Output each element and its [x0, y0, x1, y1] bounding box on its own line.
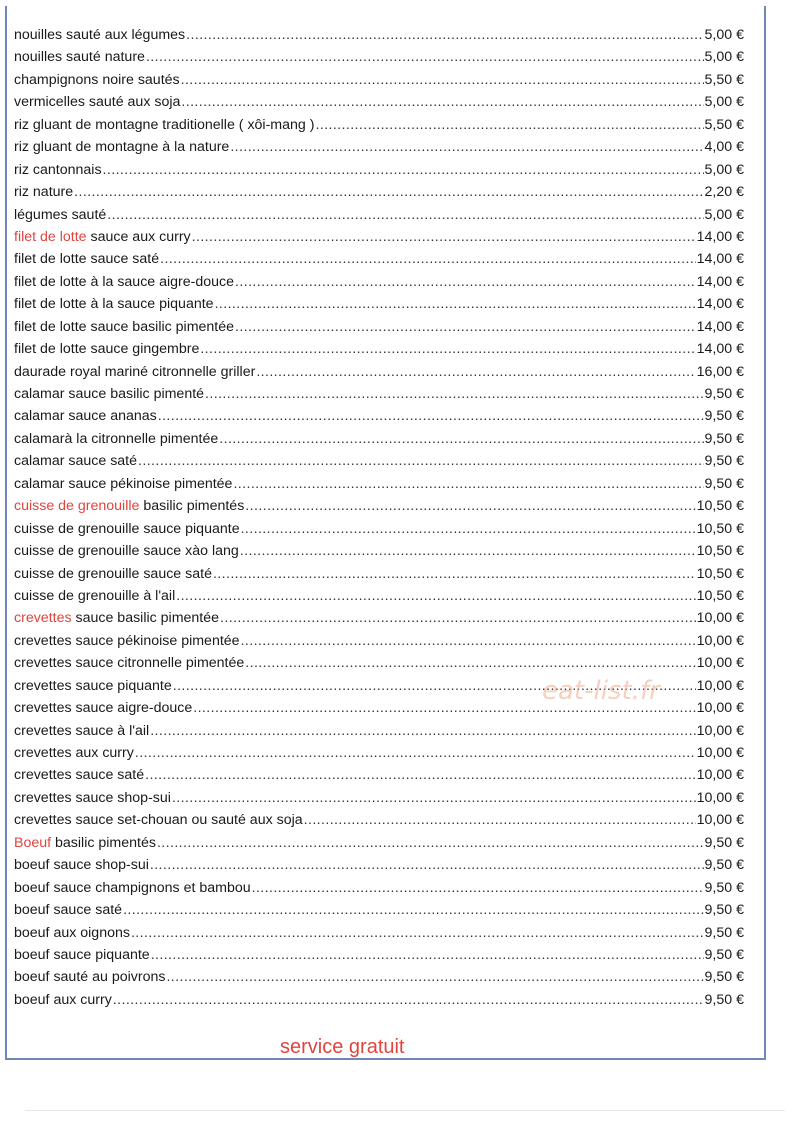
menu-item-name — [14, 428, 218, 450]
menu-item-price: 9,50 € — [704, 991, 744, 1008]
dot-leader — [205, 383, 704, 405]
menu-item-name — [14, 24, 185, 46]
dot-leader — [230, 136, 703, 158]
menu-item-name-text: légumes sauté — [14, 206, 107, 223]
menu-item — [14, 114, 744, 136]
dot-leader — [241, 518, 696, 540]
menu-item-price: 10,00 € — [696, 632, 744, 649]
menu-item-price: 16,00 € — [696, 363, 744, 380]
menu-item-price: 14,00 € — [696, 251, 744, 268]
menu-item-name-text: boeuf aux curry — [14, 991, 112, 1008]
menu-item — [14, 607, 744, 629]
menu-item-name — [14, 697, 192, 719]
menu-item-price: 5,00 € — [704, 27, 744, 43]
menu-item-price: 9,50 € — [704, 969, 744, 986]
menu-item-price: 14,00 € — [696, 228, 744, 245]
dot-leader — [186, 24, 703, 46]
menu-item-name-text: crevettes sauce saté — [14, 767, 145, 784]
menu-item-name-text: filet de lotte sauce basilic pimentée — [14, 318, 235, 335]
menu-item-name — [14, 809, 303, 831]
menu-item-name-text: cuisse de grenouille sauce saté — [14, 565, 212, 582]
dot-leader — [220, 607, 696, 629]
dot-leader — [193, 697, 695, 719]
menu-item-name-text: crevettes sauce à l'ail — [14, 722, 150, 739]
menu-item-name-text: crevettes sauce aigre-douce — [14, 700, 193, 717]
menu-item-price: 9,50 € — [704, 924, 744, 941]
menu-item — [14, 742, 744, 764]
dot-leader — [235, 271, 696, 293]
menu-item-name — [14, 764, 144, 786]
dot-leader — [213, 563, 696, 585]
menu-item-name — [14, 989, 112, 1011]
menu-item-name-text: filet de lotte sauce saté — [14, 251, 160, 268]
menu-item-name-text: nouilles sauté nature — [14, 49, 145, 66]
menu-item-name — [14, 159, 102, 181]
menu-item-price: 9,50 € — [704, 902, 744, 919]
menu-item-price: 10,00 € — [696, 767, 744, 784]
menu-item-name-text: cuisse de grenouille sauce xào lang — [14, 543, 239, 560]
menu-item-name — [14, 114, 314, 136]
menu-item — [14, 428, 744, 450]
menu-list — [14, 24, 744, 1011]
menu-item-name-text: crevettes sauce set-chouan ou sauté aux soja — [14, 812, 303, 829]
menu-item — [14, 473, 744, 495]
menu-item — [14, 787, 744, 809]
menu-item-price: 10,00 € — [696, 812, 744, 829]
menu-item-name-text: crevettes sauce piquante — [14, 677, 172, 694]
menu-item — [14, 69, 744, 91]
dot-leader — [150, 720, 695, 742]
menu-item-price: 10,00 € — [696, 655, 744, 672]
menu-item — [14, 944, 744, 966]
menu-item-name — [14, 877, 251, 899]
menu-item-price: 9,50 € — [704, 408, 744, 425]
menu-item-name-text: basilic pimentés — [51, 834, 156, 851]
menu-item-name — [14, 248, 159, 270]
menu-item-price: 9,50 € — [704, 857, 744, 874]
menu-item-name-text: riz gluant de montagne traditionelle ( xôi-mang ) — [14, 116, 315, 133]
menu-item-price: 5,00 € — [704, 49, 744, 66]
menu-item-price: 10,50 € — [696, 543, 744, 560]
dot-leader — [150, 854, 704, 876]
menu-item — [14, 720, 744, 742]
menu-item-name — [14, 944, 150, 966]
menu-item-name — [14, 405, 157, 427]
dot-leader — [192, 226, 696, 248]
menu-item — [14, 226, 744, 248]
menu-item-name — [14, 585, 175, 607]
menu-item-name — [14, 630, 240, 652]
menu-item-name — [14, 271, 234, 293]
dot-leader — [245, 495, 695, 517]
dot-leader — [145, 764, 696, 786]
menu-item — [14, 24, 744, 46]
menu-item-name — [14, 91, 180, 113]
menu-item-name — [14, 787, 171, 809]
menu-item — [14, 405, 744, 427]
menu-item-name — [14, 652, 244, 674]
dot-leader — [107, 204, 703, 226]
menu-item-price: 10,00 € — [696, 722, 744, 739]
menu-item-price: 4,00 € — [704, 139, 744, 156]
menu-item — [14, 46, 744, 68]
menu-item-price: 9,50 € — [704, 879, 744, 896]
menu-item-name — [14, 854, 149, 876]
menu-item — [14, 832, 744, 854]
menu-item-name-text: riz gluant de montagne à la nature — [14, 139, 230, 156]
menu-item-name-text: crevettes sauce pékinoise pimentée — [14, 632, 240, 649]
menu-item-name-text: crevettes aux curry — [14, 745, 134, 761]
menu-item — [14, 697, 744, 719]
menu-item-price: 14,00 € — [696, 318, 744, 335]
menu-item-price: 10,00 € — [696, 610, 744, 627]
menu-item-name-text: riz cantonnais — [14, 161, 102, 178]
menu-item — [14, 899, 744, 921]
dot-leader — [304, 809, 696, 831]
menu-item-name-text: cuisse de grenouille sauce piquante — [14, 520, 240, 537]
menu-item-name — [14, 316, 234, 338]
menu-item-category-highlight: Boeuf — [14, 834, 52, 851]
menu-item-name — [14, 136, 229, 158]
menu-item-name — [14, 563, 212, 585]
menu-item-price: 9,50 € — [704, 453, 744, 470]
menu-item — [14, 91, 744, 113]
menu-item — [14, 518, 744, 540]
menu-item — [14, 316, 744, 338]
menu-item-name-text: filet de lotte à la sauce piquante — [14, 296, 214, 313]
menu-item-name — [14, 69, 180, 91]
dot-leader — [233, 473, 703, 495]
menu-item-name-text: filet de lotte à la sauce aigre-douce — [14, 273, 235, 290]
bottom-divider — [25, 1110, 785, 1111]
dot-leader — [235, 316, 696, 338]
menu-item-name-text: boeuf aux oignons — [14, 924, 130, 941]
dot-leader — [245, 652, 695, 674]
menu-item-price: 9,50 € — [704, 386, 744, 402]
menu-item-name — [14, 473, 232, 495]
menu-item-name — [14, 607, 219, 629]
menu-item-price: 10,50 € — [696, 565, 744, 582]
menu-item-name-text: calamar sauce saté — [14, 453, 138, 470]
menu-item-price: 10,00 € — [696, 700, 744, 717]
menu-item-name-text: boeuf sauce piquante — [14, 946, 150, 963]
dot-leader — [74, 181, 703, 203]
dot-leader — [113, 989, 704, 1011]
dot-leader — [123, 899, 703, 921]
watermark: eat-list.fr — [542, 676, 660, 706]
menu-item-name — [14, 720, 149, 742]
menu-item-name-text: calamarà la citronnelle pimentée — [14, 430, 219, 447]
menu-item-name — [14, 742, 134, 764]
dot-leader — [135, 742, 696, 764]
dot-leader — [219, 428, 703, 450]
menu-item-name — [14, 450, 137, 472]
menu-item-name-text: daurade royal mariné citronnelle griller — [14, 363, 256, 380]
menu-item — [14, 338, 744, 360]
menu-item-name — [14, 832, 156, 854]
menu-item-name — [14, 181, 73, 203]
menu-item-price: 5,50 € — [704, 71, 744, 88]
dot-leader — [151, 944, 704, 966]
menu-item — [14, 877, 744, 899]
menu-item-name — [14, 495, 244, 517]
menu-item-price: 10,50 € — [696, 587, 744, 604]
menu-item-name — [14, 966, 165, 988]
menu-item — [14, 854, 744, 876]
menu-item-name — [14, 899, 122, 921]
menu-item-name — [14, 226, 191, 248]
menu-item — [14, 136, 744, 158]
menu-item-name-text: riz nature — [14, 184, 74, 201]
menu-item-name — [14, 338, 199, 360]
menu-item-name — [14, 361, 255, 383]
menu-item-name-text: champignons noire sautés — [14, 71, 180, 88]
menu-item-name — [14, 922, 130, 944]
dot-leader — [241, 630, 696, 652]
dot-leader — [158, 405, 704, 427]
dot-leader — [315, 114, 703, 136]
menu-item-price: 10,00 € — [696, 745, 744, 761]
menu-item-name-text: crevettes sauce shop-sui — [14, 789, 171, 806]
menu-item-name-text: basilic pimentés — [139, 498, 245, 515]
menu-item-price: 9,50 € — [704, 430, 744, 447]
menu-item-name-text: cuisse de grenouille à l'ail — [14, 587, 176, 604]
dot-leader — [181, 69, 704, 91]
menu-item-price: 5,00 € — [704, 161, 744, 178]
menu-item-price: 9,50 € — [704, 946, 744, 963]
menu-item-name — [14, 204, 106, 226]
service-note: service gratuit — [280, 1036, 405, 1058]
dot-leader — [252, 877, 704, 899]
dot-leader — [173, 675, 696, 697]
menu-item-price: 14,00 € — [696, 273, 744, 290]
menu-item-name — [14, 383, 204, 405]
dot-leader — [103, 159, 704, 181]
menu-item — [14, 989, 744, 1011]
menu-item-name-text: nouilles sauté aux légumes — [14, 27, 186, 43]
dot-leader — [215, 293, 696, 315]
menu-item — [14, 922, 744, 944]
dot-leader — [181, 91, 703, 113]
menu-item-name-text: filet de lotte sauce gingembre — [14, 341, 200, 358]
menu-item-price: 14,00 € — [696, 341, 744, 358]
dot-leader — [131, 922, 704, 944]
menu-item-price: 10,00 € — [696, 677, 744, 694]
menu-item — [14, 450, 744, 472]
dot-leader — [200, 338, 695, 360]
dot-leader — [172, 787, 696, 809]
dot-leader — [146, 46, 704, 68]
menu-item-category-highlight: crevettes — [14, 610, 72, 627]
menu-item-name-text: sauce aux curry — [86, 228, 191, 245]
menu-item — [14, 540, 744, 562]
menu-item-name-text: boeuf sauce shop-sui — [14, 857, 149, 874]
dot-leader — [176, 585, 695, 607]
menu-item-name — [14, 675, 172, 697]
dot-leader — [240, 540, 696, 562]
menu-item-name-text: calamar sauce ananas — [14, 408, 157, 425]
dot-leader — [157, 832, 704, 854]
menu-item-price: 2,20 € — [704, 184, 744, 201]
menu-item-name-text: sauce basilic pimentée — [71, 610, 220, 627]
menu-item-price: 10,50 € — [696, 520, 744, 537]
menu-item — [14, 204, 744, 226]
menu-item — [14, 159, 744, 181]
menu-item-price: 10,50 € — [696, 498, 744, 515]
menu-item — [14, 361, 744, 383]
menu-item-price: 9,50 € — [704, 834, 744, 851]
menu-item-price: 9,50 € — [704, 475, 744, 492]
menu-item — [14, 809, 744, 831]
menu-item-name-text: crevettes sauce citronnelle pimentée — [14, 655, 245, 672]
menu-item-name — [14, 46, 145, 68]
menu-item-name-text: boeuf sauce saté — [14, 902, 123, 919]
menu-item-price: 5,00 € — [704, 206, 744, 223]
menu-item-name-text: calamar sauce basilic pimenté — [14, 386, 205, 402]
menu-item — [14, 293, 744, 315]
menu-item-name — [14, 293, 214, 315]
menu-item — [14, 585, 744, 607]
menu-item — [14, 764, 744, 786]
menu-item-price: 5,00 € — [704, 94, 744, 111]
menu-item-category-highlight: cuisse de grenouille — [14, 498, 140, 515]
menu-item — [14, 652, 744, 674]
menu-item-price: 10,00 € — [696, 789, 744, 806]
menu-item — [14, 630, 744, 652]
menu-item-name — [14, 540, 239, 562]
menu-item-name — [14, 518, 240, 540]
menu-item — [14, 675, 744, 697]
menu-item-price: 14,00 € — [696, 296, 744, 313]
menu-item — [14, 495, 744, 517]
menu-item — [14, 383, 744, 405]
dot-leader — [160, 248, 696, 270]
dot-leader — [138, 450, 704, 472]
menu-item — [14, 181, 744, 203]
dot-leader — [166, 966, 703, 988]
menu-item-name-text: boeuf sauté au poivrons — [14, 969, 166, 986]
menu-item-price: 5,50 € — [704, 116, 744, 133]
menu-item-category-highlight: filet de lotte — [14, 228, 87, 245]
menu-item — [14, 271, 744, 293]
dot-leader — [256, 361, 695, 383]
menu-item-name-text: calamar sauce pékinoise pimentée — [14, 475, 233, 492]
menu-item-name-text: vermicelles sauté aux soja — [14, 94, 181, 111]
menu-item — [14, 248, 744, 270]
menu-item-name-text: boeuf sauce champignons et bambou — [14, 879, 251, 896]
menu-item — [14, 563, 744, 585]
menu-item — [14, 966, 744, 988]
